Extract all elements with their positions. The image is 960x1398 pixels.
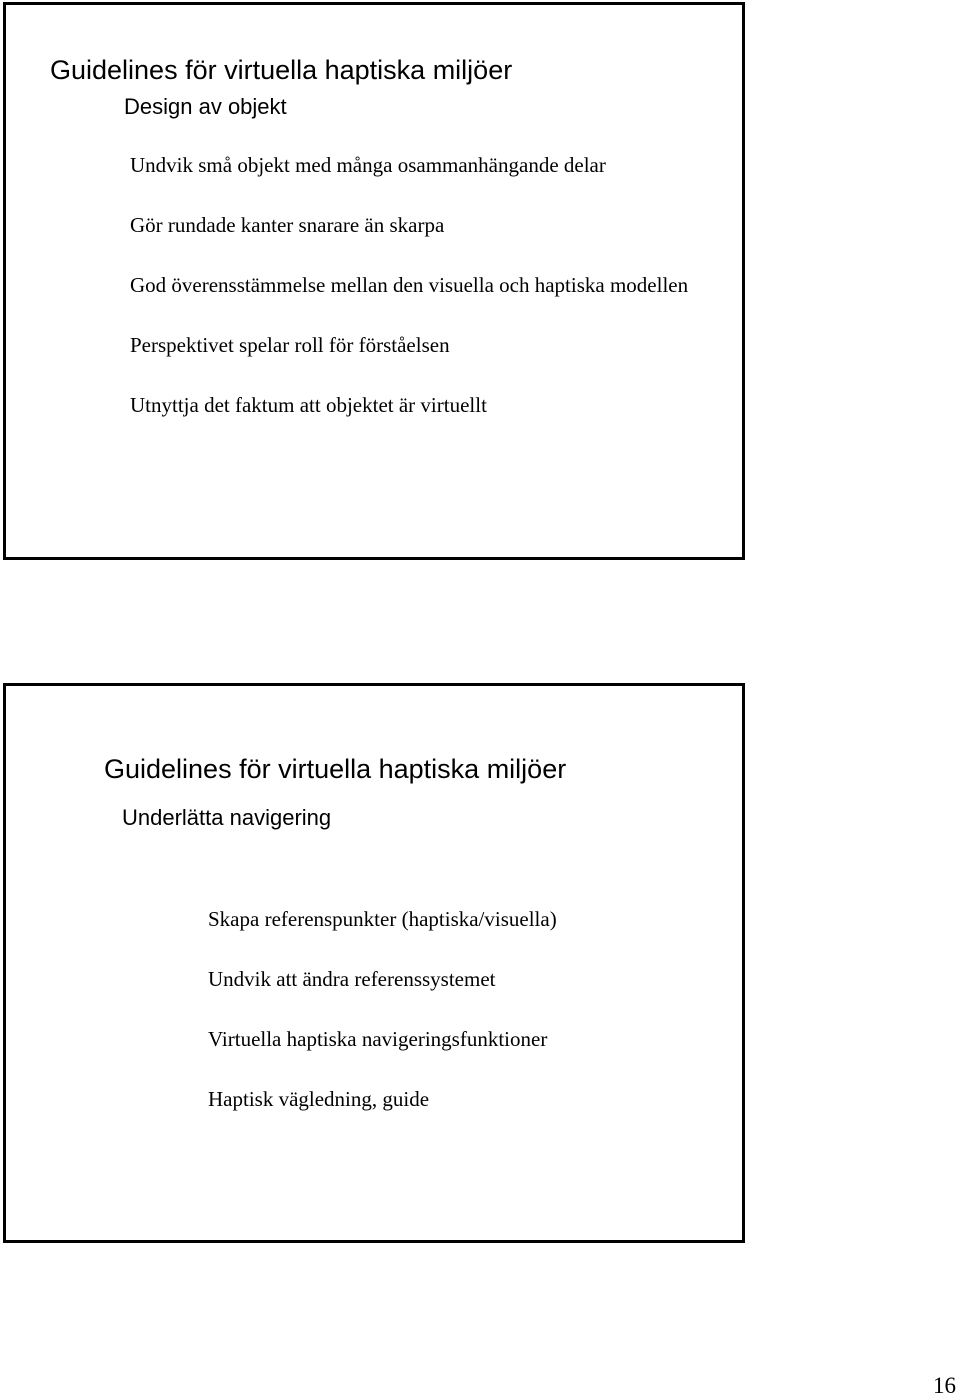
list-item: Haptisk vägledning, guide (208, 1087, 430, 1111)
bullet-list (208, 904, 728, 1144)
slide-title: Guidelines för virtuella haptiska miljöer (50, 55, 513, 85)
slide-2 (3, 683, 745, 1243)
list-item: Gör rundade kanter snarare än skarpa (130, 213, 445, 237)
slide-subtitle: Underlätta navigering (122, 805, 332, 830)
page-number: 16 (933, 1373, 956, 1398)
list-item: Skapa referenspunkter (haptiska/visuella) (208, 907, 557, 931)
slide-subtitle: Design av objekt (124, 94, 287, 119)
bullet-list (130, 150, 720, 450)
list-item: Undvik att ändra referenssystemet (208, 967, 496, 991)
list-item: Virtuella haptiska navigeringsfunktioner (208, 1027, 548, 1051)
list-item: Utnyttja det faktum att objektet är virtuellt (130, 393, 487, 417)
list-item: Undvik små objekt med många osammanhängande delar (130, 153, 606, 177)
slide-title: Guidelines för virtuella haptiska miljöer (104, 754, 567, 784)
list-item: God överensstämmelse mellan den visuella och haptiska modellen (130, 273, 689, 297)
list-item: Perspektivet spelar roll för förståelsen (130, 333, 450, 357)
slide-1 (3, 2, 745, 560)
